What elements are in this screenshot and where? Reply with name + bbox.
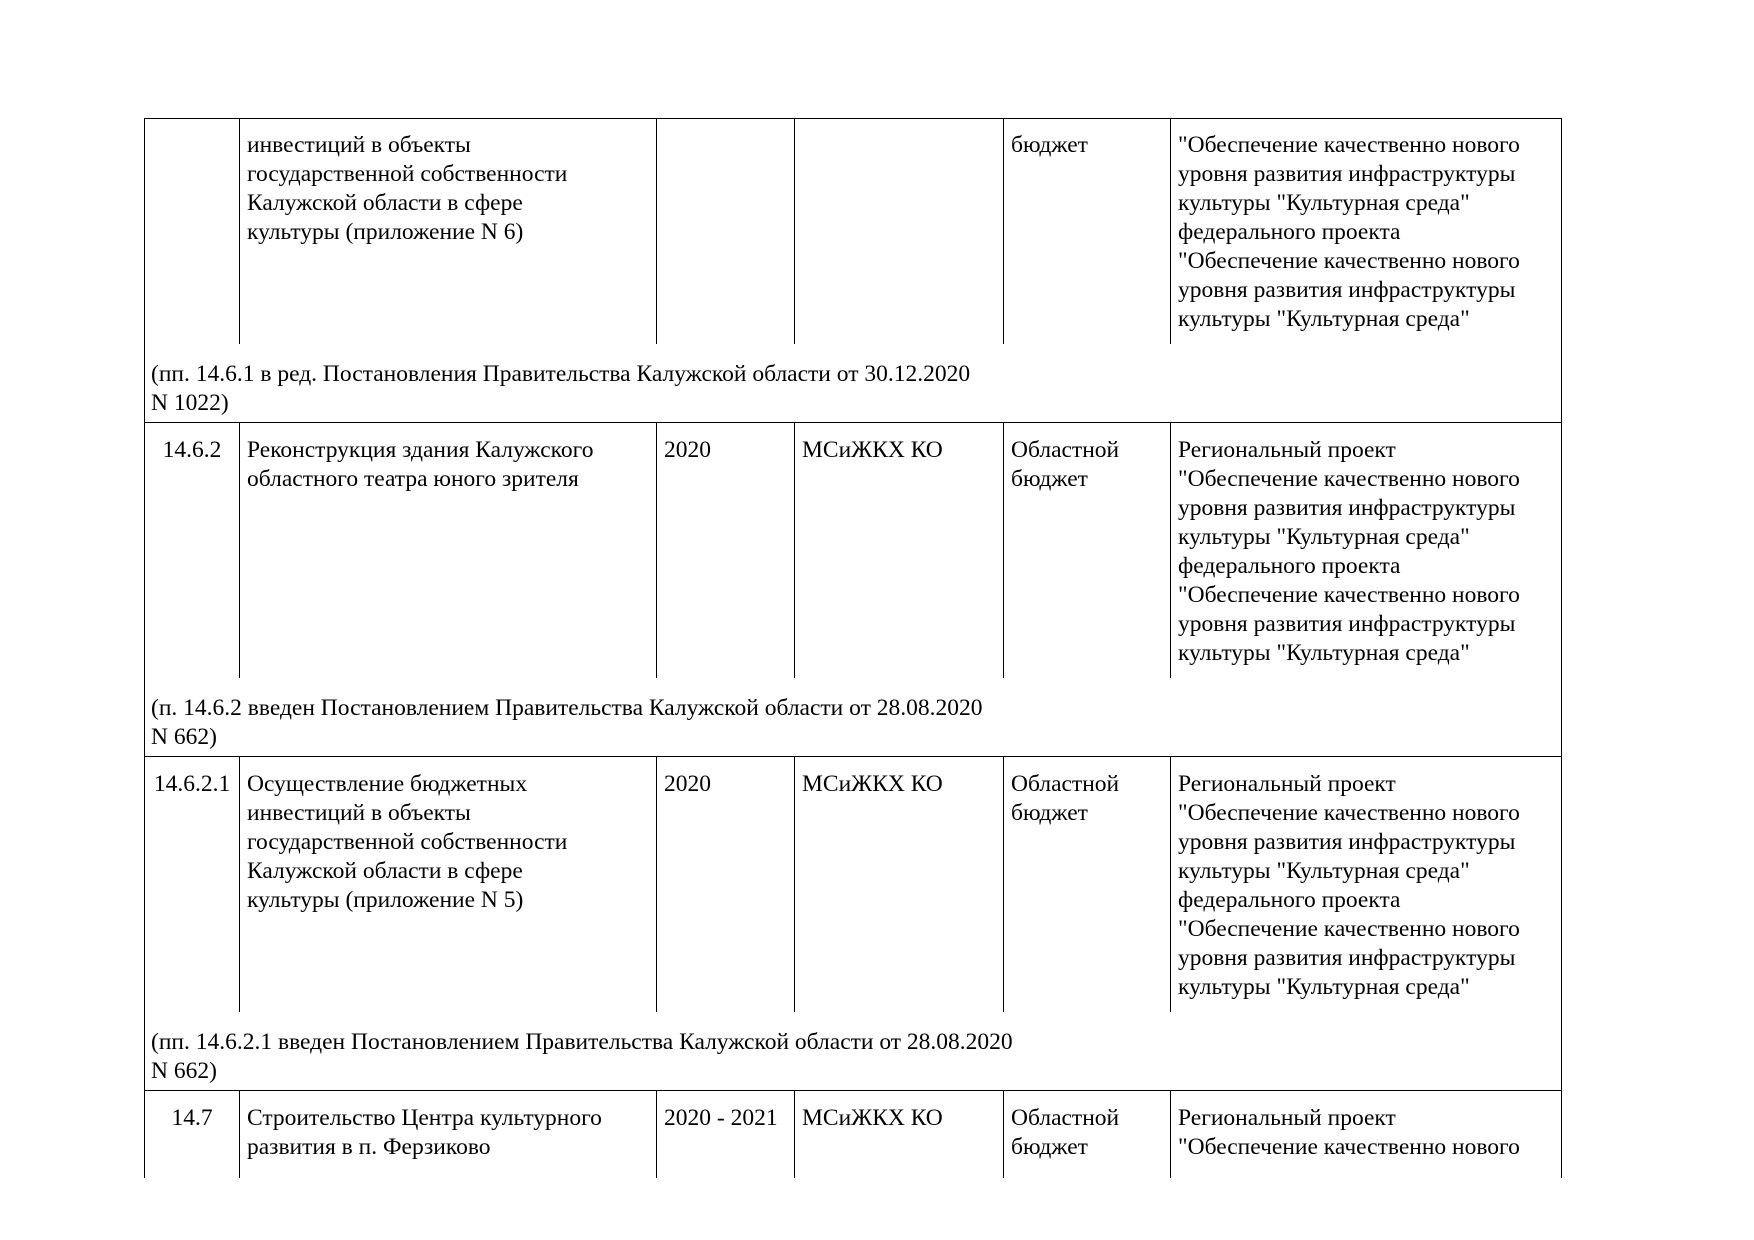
activity-executor: МСиЖКХ КО — [802, 437, 943, 463]
activity-name: Строительство Центра культурного развития в п. Ферзиково — [247, 1105, 602, 1160]
related-project: Региональный проект "Обеспечение качественно нового — [1178, 1105, 1520, 1160]
column-divider — [794, 756, 795, 1012]
row-divider — [144, 422, 1562, 423]
activity-name: Реконструкция здания Калужского областного театра юного зрителя — [247, 437, 594, 492]
row-number: 14.6.2 — [162, 437, 222, 463]
activity-name: инвестиций в объекты государственной собственности Калужской области в сфере культуры (приложение N 6) — [247, 132, 568, 245]
program-activities-table — [144, 118, 1562, 1178]
table-border-left — [144, 118, 145, 1178]
related-project: Региональный проект "Обеспечение качественно нового уровня развития инфраструктуры культуры "Культурная среда" федерального проекта "Обеспечение качественно нового уровня развития инфраструктуры культуры "Культурная среда" — [1178, 437, 1520, 666]
column-divider — [239, 1090, 240, 1178]
related-project: "Обеспечение качественно нового уровня развития инфраструктуры культуры "Культурная среда" федерального проекта "Обеспечение качественно нового уровня развития инфраструктуры культуры "Культурная среда" — [1178, 132, 1520, 332]
funding-source: бюджет — [1011, 132, 1088, 158]
column-divider — [794, 422, 795, 678]
column-divider — [656, 1090, 657, 1178]
table-border-top — [144, 118, 1562, 119]
column-divider — [239, 422, 240, 678]
column-divider — [239, 118, 240, 344]
funding-source: Областной бюджет — [1011, 771, 1120, 826]
amendment-note: (пп. 14.6.2.1 введен Постановлением Правительства Калужской области от 28.08.2020 N 662) — [151, 1029, 1013, 1084]
table-border-right — [1561, 118, 1562, 1178]
column-divider — [1170, 422, 1171, 678]
row-number: 14.6.2.1 — [153, 771, 231, 797]
column-divider — [1170, 118, 1171, 344]
column-divider — [1003, 118, 1004, 344]
row-divider — [144, 756, 1562, 757]
activity-executor: МСиЖКХ КО — [802, 1105, 943, 1131]
funding-source: Областной бюджет — [1011, 1105, 1120, 1160]
column-divider — [1003, 422, 1004, 678]
activity-executor: МСиЖКХ КО — [802, 771, 943, 797]
activity-name: Осуществление бюджетных инвестиций в объекты государственной собственности Калужской области в сфере культуры (приложение N 5) — [247, 771, 568, 913]
column-divider — [1170, 1090, 1171, 1178]
activity-period: 2020 — [664, 771, 711, 797]
row-number: 14.7 — [171, 1105, 213, 1131]
column-divider — [1003, 756, 1004, 1012]
column-divider — [656, 422, 657, 678]
column-divider — [1170, 756, 1171, 1012]
column-divider — [1003, 1090, 1004, 1178]
column-divider — [239, 756, 240, 1012]
activity-period: 2020 — [664, 437, 711, 463]
column-divider — [794, 118, 795, 344]
row-divider — [144, 1090, 1562, 1091]
column-divider — [656, 118, 657, 344]
amendment-note: (пп. 14.6.1 в ред. Постановления Правительства Калужской области от 30.12.2020 N 1022) — [151, 361, 971, 416]
amendment-note: (п. 14.6.2 введен Постановлением Правительства Калужской области от 28.08.2020 N 662) — [151, 695, 983, 750]
column-divider — [656, 756, 657, 1012]
related-project: Региональный проект "Обеспечение качественно нового уровня развития инфраструктуры культуры "Культурная среда" федерального проекта "Обеспечение качественно нового уровня развития инфраструктуры культуры "Культурная среда" — [1178, 771, 1520, 1000]
activity-period: 2020 - 2021 — [664, 1105, 778, 1131]
column-divider — [794, 1090, 795, 1178]
funding-source: Областной бюджет — [1011, 437, 1120, 492]
